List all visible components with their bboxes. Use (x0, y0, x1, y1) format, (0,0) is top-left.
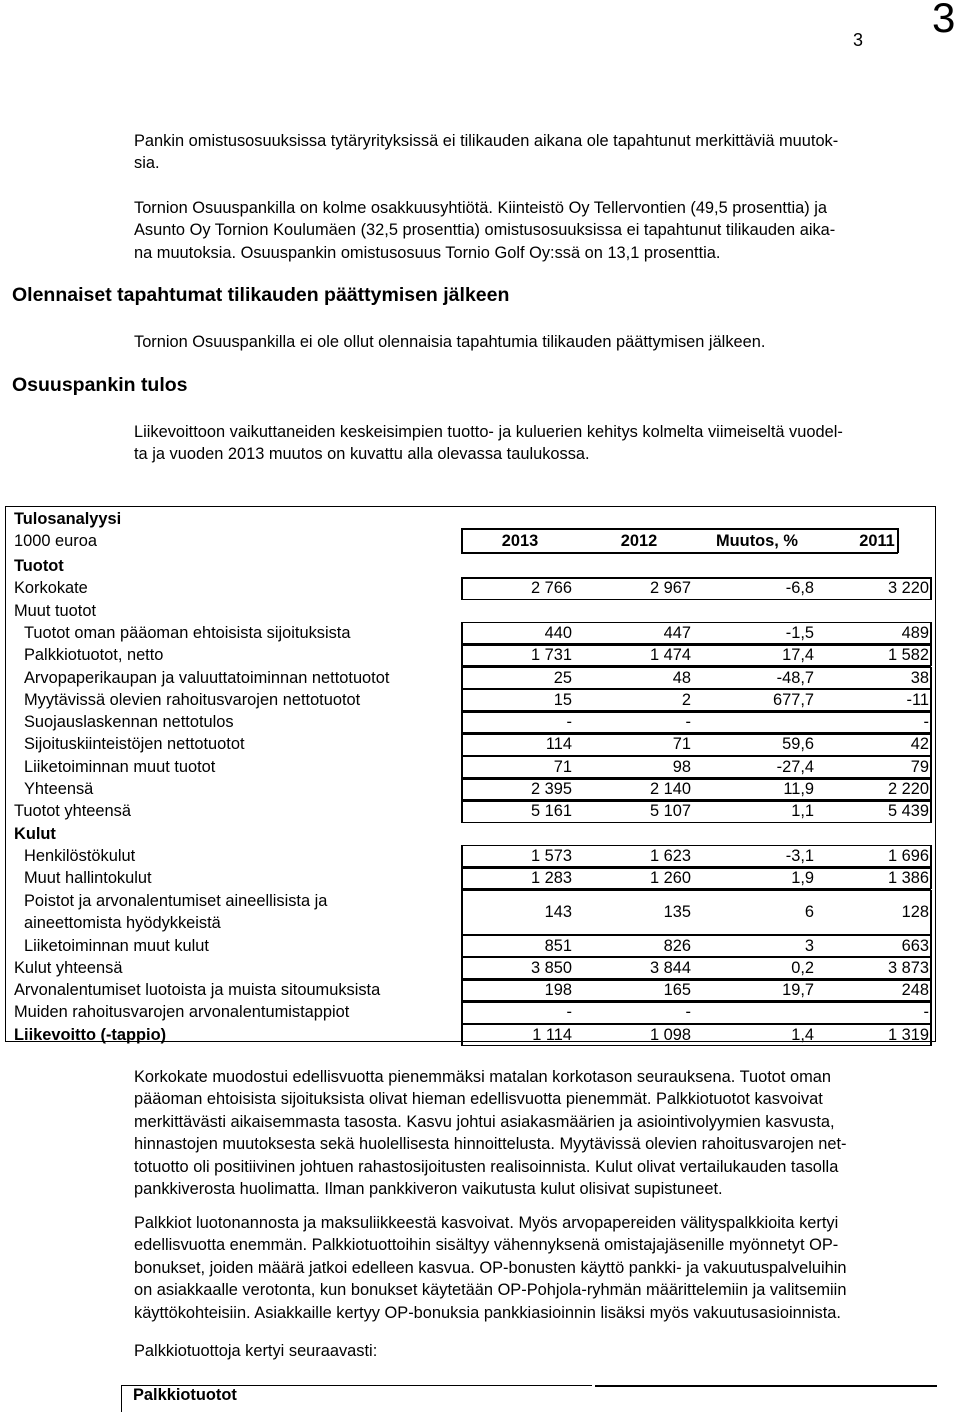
cell-2012: 5 107 (649, 802, 691, 821)
cell-2013: 25 (553, 668, 572, 687)
table-row (6, 800, 935, 822)
row-label: Muiden rahoitusvarojen arvonalentumistappiot (14, 1003, 350, 1022)
text-line: Palkkiot luotonannosta ja maksuliikkeestä kasvoivat. Myös arvopapereiden välityspalkkioita kertyi (134, 1214, 839, 1232)
cell-2012: 71 (672, 735, 691, 754)
cell-change: 59,6 (782, 735, 814, 754)
column-header-2013: 2013 (501, 532, 539, 550)
text-line: Tornion Osuuspankilla on kolme osakkuusyhtiötä. Kiinteistö Oy Tellervontien (49,5 prosenttia) ja (134, 199, 828, 217)
text-line: pankkiverosta huolimatta. Ilman pankkiveron vaikutusta kulut olisivat supistuneet. (134, 1180, 723, 1199)
cell-change: 19,7 (782, 981, 814, 1000)
cell-2011: -11 (906, 690, 929, 709)
cell-2012: 2 967 (649, 579, 691, 598)
table-row (6, 733, 935, 755)
table-row (6, 890, 935, 935)
heading-events: Olennaiset tapahtumat tilikauden päättymisen jälkeen (12, 284, 510, 306)
cell-2011: 3 220 (887, 579, 929, 598)
cell-2013: 2 395 (530, 780, 572, 798)
cell-2012: 3 844 (649, 958, 691, 977)
table-row (6, 778, 935, 800)
table-row (6, 1001, 935, 1023)
cell-2013: 440 (544, 623, 572, 642)
cell-2011: 1 696 (887, 846, 929, 865)
row-label: Suojauslaskennan nettotulos (24, 713, 234, 732)
column-header-2012: 2012 (620, 532, 658, 550)
page-number-large: 3 (932, 0, 956, 41)
row-label: Tuotot yhteensä (14, 802, 131, 821)
cell-2011: 1 386 (887, 869, 929, 888)
cell-2012: 135 (663, 902, 691, 921)
table-row (6, 756, 935, 778)
cell-2012: 2 (681, 690, 691, 709)
intro-paragraph-1 (134, 130, 934, 175)
row-label: Sijoituskiinteistöjen nettotuotot (24, 735, 245, 754)
row-label: Poistot ja arvonalentumiset aineellisista ja (24, 891, 328, 910)
cell-change: 1,1 (791, 802, 814, 821)
table-row (6, 711, 935, 733)
heading-result: Osuuspankin tulos (12, 374, 188, 396)
cell-2011: 2 220 (887, 780, 929, 798)
cell-2012: - (685, 1003, 691, 1022)
row-label: Muut tuotot (14, 601, 97, 620)
cell-change: -3,1 (785, 846, 814, 865)
text-line: bonukset, joiden määrä jatkoi edelleen kasvua. OP-bonusten käyttö pankki- ja vakuutuspalveluihin (134, 1258, 847, 1277)
cell-2013: 71 (553, 757, 572, 776)
cell-change: 6 (804, 902, 814, 921)
cell-change: -1,5 (785, 623, 814, 642)
text-line: käyttökohteisiin. Asiakkaille kertyy OP-bonuksia pankkiasioinnin lisäksi myös vakuutusasioinnista. (134, 1303, 841, 1322)
cell-2012: 1 098 (649, 1025, 691, 1044)
cell-2013: - (566, 1003, 572, 1022)
table-row (6, 600, 935, 622)
row-label: Yhteensä (24, 780, 94, 798)
after-paragraph-1 (134, 1066, 934, 1200)
table-row (6, 622, 935, 644)
column-header-change: Muutos, % (716, 532, 798, 550)
cell-change: 1,4 (791, 1025, 814, 1044)
row-label: Myytävissä olevien rahoitusvarojen nettotuotot (24, 690, 361, 709)
table-row (6, 689, 935, 711)
text-line: na muutoksia. Osuuspankin omistusosuus Tornio Golf Oy:ssä on 13,1 prosenttia. (134, 243, 721, 262)
cell-2013: 1 731 (530, 646, 572, 665)
text-line: hinnastojen muutoksesta sekä huolellisesta hinnoittelusta. Myytävissä olevien rahoitusvarojen net- (134, 1135, 847, 1154)
cell-2013: 143 (544, 902, 572, 921)
after-paragraph-2 (134, 1212, 934, 1324)
text-line: totuotto oli positiivinen johtuen rahastosijoitusten realisoinnista. Kulut olivat vertailukauden tasolla (134, 1157, 839, 1176)
cell-2013: 15 (553, 690, 572, 709)
cell-2013: 1 114 (532, 1025, 572, 1044)
cell-2011: 1 319 (887, 1025, 929, 1044)
cell-change: 3 (804, 936, 814, 955)
cell-change: -48,7 (776, 668, 814, 687)
text-line: on asiakkaalle verotonta, kun bonukset käytetään OP-Pohjola-ryhmän määrittelemiin ja valitsemiin (134, 1281, 847, 1300)
table-row (6, 577, 935, 599)
after-paragraph-3: Palkkiotuottoja kertyi seuraavasti: (134, 1342, 378, 1360)
text-line: sia. (134, 154, 160, 173)
row-label: Tuotot oman pääoman ehtoisista sijoituksista (24, 623, 351, 642)
cell-2013: 2 766 (530, 579, 572, 598)
text-line: Asunto Oy Tornion Koulumäen (32,5 prosenttia) omistusosuuksissa ei tapahtunut tilikauden aika- (134, 221, 836, 240)
row-label: Arvonalentumiset luotoista ja muista sitoumuksista (14, 981, 381, 1000)
table-row (6, 667, 935, 689)
table-row (6, 867, 935, 889)
cell-2011: 5 439 (887, 802, 929, 821)
cell-2013: 3 850 (530, 958, 572, 977)
cell-2011: 248 (901, 981, 929, 1000)
cell-change: 0,2 (791, 958, 814, 977)
cell-2013: 1 283 (530, 869, 572, 888)
cell-2012: 1 260 (649, 869, 691, 888)
cell-2013: 5 161 (530, 802, 572, 821)
cell-2011: 42 (910, 735, 929, 754)
result-intro-paragraph (134, 421, 934, 466)
bottom-table-label: Palkkiotuotot (133, 1386, 237, 1404)
bottom-table-rule (595, 1385, 937, 1387)
cell-2012: 1 474 (649, 646, 691, 665)
table-title: Tulosanalyysi (14, 510, 122, 528)
cell-2013: 114 (545, 735, 572, 754)
row-label: Muut hallintokulut (24, 869, 152, 888)
events-paragraph: Tornion Osuuspankilla ei ole ollut olennaisia tapahtumia tilikauden päättymisen jälkeen. (134, 333, 766, 351)
row-label: Korkokate (14, 579, 88, 598)
row-label: Liiketoiminnan muut tuotot (24, 757, 216, 776)
row-label: Henkilöstökulut (24, 846, 136, 865)
table-row (6, 555, 935, 577)
cell-2013: 1 573 (530, 846, 572, 865)
cell-2012: 2 140 (649, 780, 691, 798)
text-line: ta ja vuoden 2013 muutos on kuvattu alla olevassa taulukossa. (134, 445, 590, 464)
cell-2012: 826 (663, 936, 691, 955)
row-label-continued: aineettomista hyödykkeistä (24, 913, 221, 932)
cell-2012: 447 (663, 623, 691, 642)
table-unit: 1000 euroa (14, 532, 97, 550)
cell-2011: 128 (901, 902, 929, 921)
text-line: Pankin omistusosuuksissa tytäryrityksissä ei tilikauden aikana ole tapahtunut merkittäviä muutok- (134, 132, 839, 150)
cell-2012: - (685, 713, 691, 732)
text-line: edellisvuotta enemmän. Palkkiotuottoihin sisältyy vähennyksenä omistajajäsenille myönnetyt OP- (134, 1236, 839, 1255)
cell-change: 11,9 (783, 780, 814, 798)
cell-2011: - (923, 713, 929, 732)
cell-2012: 48 (672, 668, 691, 687)
table-row (6, 823, 935, 845)
table-row (6, 644, 935, 666)
cell-2011: 38 (910, 668, 929, 687)
page-number-small: 3 (853, 30, 864, 50)
row-label: Palkkiotuotot, netto (24, 646, 164, 665)
cell-change: -27,4 (776, 757, 814, 776)
cell-2011: 663 (901, 936, 929, 955)
cell-2011: 489 (901, 623, 929, 642)
cell-2011: 79 (910, 757, 929, 776)
row-label: Tuotot (14, 557, 64, 575)
text-line: Liikevoittoon vaikuttaneiden keskeisimpien tuotto- ja kuluerien kehitys kolmelta viimeiseltä vuodel- (134, 423, 843, 441)
cell-change: -6,8 (785, 579, 814, 598)
text-line: Korkokate muodostui edellisvuotta pienemmäksi matalan korkotason seurauksena. Tuotot oman (134, 1068, 831, 1086)
cell-2013: 851 (544, 936, 572, 955)
cell-2013: 198 (544, 981, 572, 1000)
cell-change: 17,4 (782, 646, 814, 665)
table-row (6, 957, 935, 979)
cell-2012: 165 (663, 981, 691, 1000)
table-row (6, 979, 935, 1001)
row-label: Kulut (14, 824, 56, 843)
row-label: Kulut yhteensä (14, 958, 123, 977)
row-label: Arvopaperikaupan ja valuuttatoiminnan nettotuotot (24, 668, 390, 687)
cell-2011: 3 873 (887, 958, 929, 977)
cell-2012: 98 (672, 757, 691, 776)
cell-2013: - (566, 713, 572, 732)
cell-2011: 1 582 (887, 646, 929, 665)
table-row (6, 935, 935, 957)
table-row (6, 845, 935, 867)
cell-2011: - (923, 1003, 929, 1022)
column-header-2011: 2011 (859, 532, 895, 550)
result-table (5, 506, 936, 1042)
text-line: pääoman ehtoisista sijoituksista olivat hieman edellisvuotta pienemmät. Palkkiotuotot kasvoivat (134, 1090, 823, 1109)
table-row (6, 1024, 935, 1046)
intro-paragraph-2 (134, 197, 934, 264)
cell-2012: 1 623 (649, 846, 691, 865)
cell-change: 1,9 (791, 869, 814, 888)
cell-change: 677,7 (772, 690, 814, 709)
row-label: Liikevoitto (-tappio) (14, 1025, 167, 1044)
row-label: Liiketoiminnan muut kulut (24, 936, 209, 955)
text-line: merkittävästi aikaisemmasta tasosta. Kasvu johtui asiakasmäärien ja asiointivolyymien kasvusta, (134, 1112, 835, 1131)
